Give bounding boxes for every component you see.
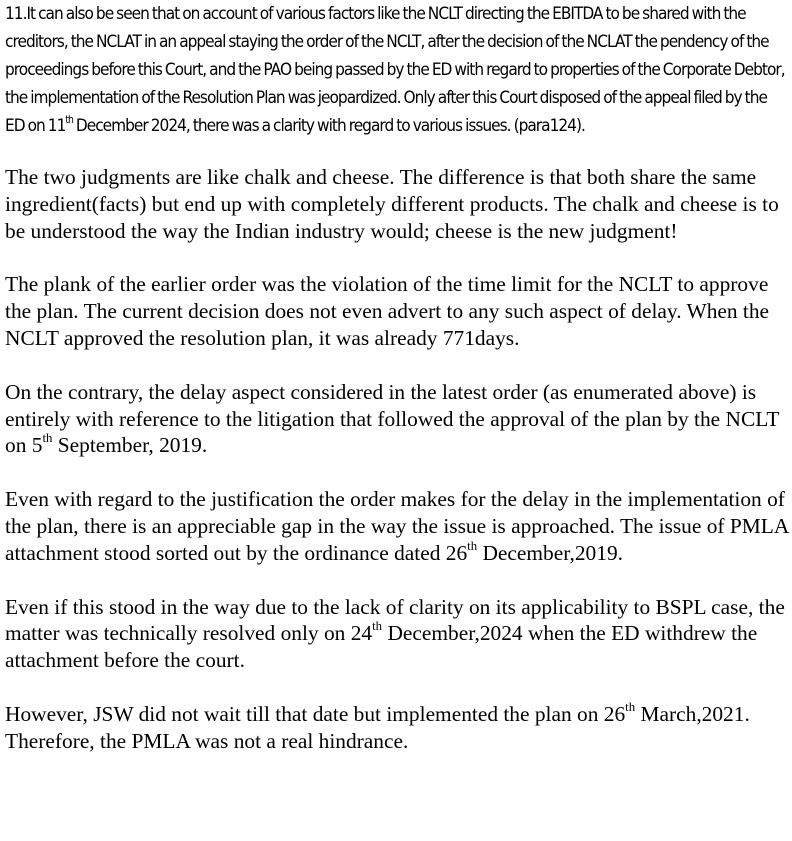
paragraph-5-superscript: th [372,619,383,634]
quoted-judgment-paragraph [5,0,788,140]
paragraph-4-superscript: th [467,538,478,553]
paragraph-2-text: The plank of the earlier order was the violation of the time limit for the NCLT to approve the plan. The current decision does not even advert to any such aspect of delay. When the NCLT approved the resolution plan, it was already 771days. [5,272,770,350]
paragraph-time-limit [5,271,789,351]
paragraph-bspl-case [5,594,789,674]
quote-text-part-1: 11.It can also be seen that on account of various factors like the NCLT directing the EBITDA to be shared with the creditors, the NCLAT in an appeal staying the order of the NCLT, after the decision of the NCLAT the pendency of the proceedings before this Court, and the PAO being passed by the ED with regard to properties of the Corporate Debtor, the implementation of the Resolution Plan was jeopardized. Only after this Court disposed of the appeal filed by the ED on 11 [5,4,785,136]
paragraph-6-text-before: However, JSW did not wait till that date but implemented the plan on 26 [5,701,626,726]
document-body [5,0,789,755]
paragraph-5-text-after: December,2024 when the ED withdrew the attachment before the court. [5,621,758,673]
quote-date-superscript: th [65,113,73,126]
paragraph-4-text-after: December,2019. [477,540,623,565]
paragraph-justification [5,486,789,566]
paragraph-6-text-after: March,2021. Therefore, the PMLA was not a real hindrance. [5,701,750,753]
paragraph-delay-aspect [5,379,789,459]
paragraph-3-text-before: On the contrary, the delay aspect considered in the latest order (as enumerated above) is entirely with reference to the litigation that followed the approval of the plan by the NCLT on 5 [5,379,779,458]
paragraph-jsw-implementation [5,701,789,755]
paragraph-1-text: The two judgments are like chalk and cheese. The difference is that both share the same ingredient(facts) but end up with completely different products. The chalk and cheese is to be understood the way the Indian industry would; cheese is the new judgment! [5,165,779,243]
paragraph-4-text-before: Even with regard to the justification the order makes for the delay in the implementation of the plan, there is an appreciable gap in the way the issue is approached. The issue of PMLA attachment stood sorted out by the ordinance dated 26 [5,487,789,565]
quote-text-part-2: December 2024, there was a clarity with regard to various issues. (para124). [72,116,585,136]
paragraph-chalk-and-cheese [5,164,789,244]
paragraph-3-superscript: th [42,431,53,446]
paragraph-3-text-after: September, 2019. [52,433,208,458]
paragraph-6-superscript: th [625,699,636,714]
paragraph-5-text-before: Even if this stood in the way due to the lack of clarity on its applicability to BSPL case, the matter was technically resolved only on 24 [5,594,785,646]
